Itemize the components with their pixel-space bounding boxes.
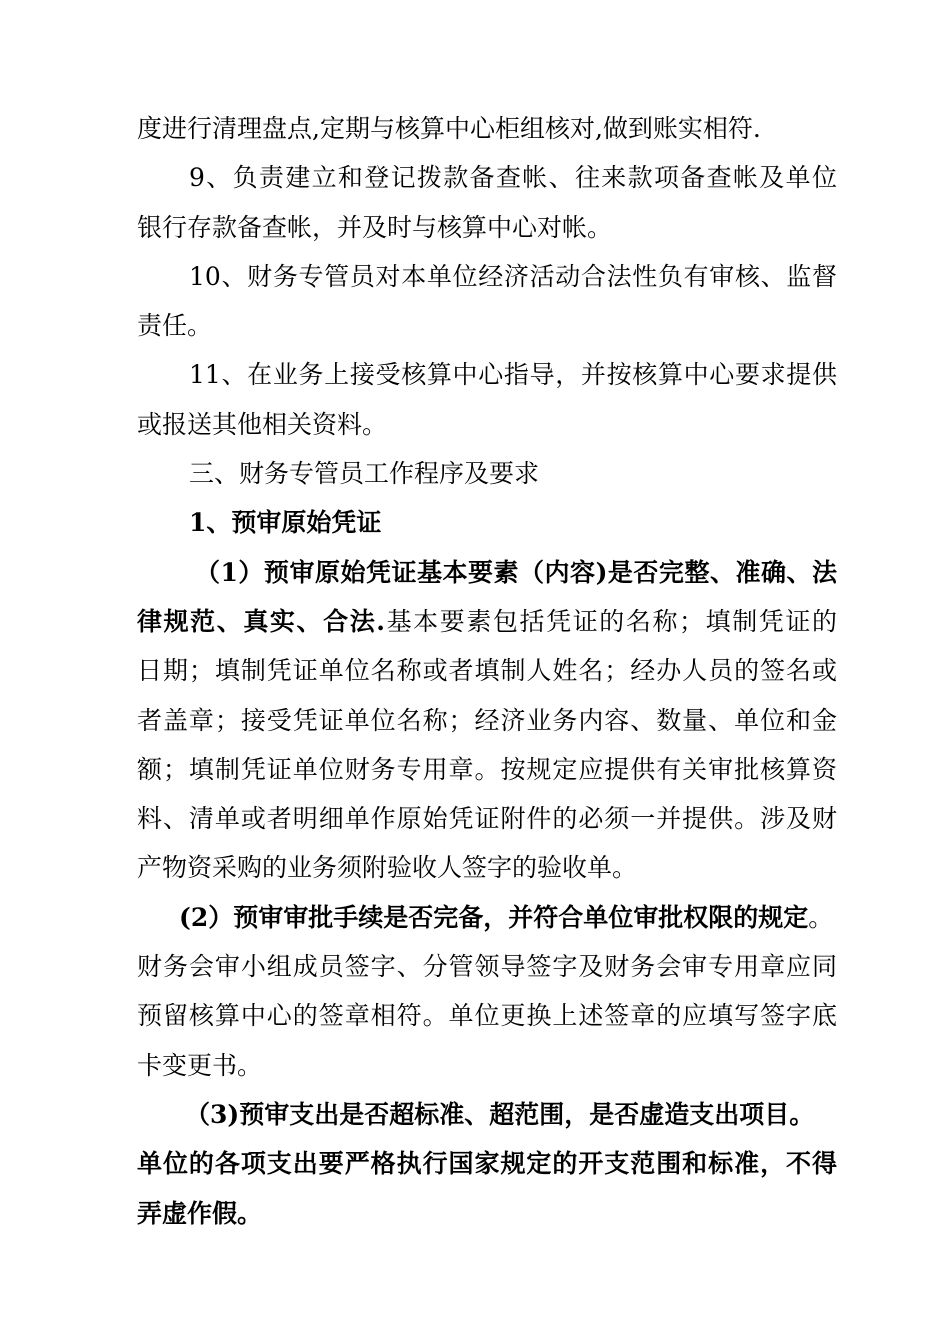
text-line-10: （1）预审原始凭证基本要素（内容)是否完整、准确、法 bbox=[195, 557, 837, 587]
text-line-16: 产物资采购的业务须附验收人签字的验收单。 bbox=[137, 853, 638, 883]
text-line-18: 财务会审小组成员签字、分管领导签字及财务会审专用章应同 bbox=[137, 952, 837, 982]
text-line-17 bbox=[137, 893, 837, 942]
text-line-19: 预留核算中心的签章相符。单位更换上述签章的应填写签字底 bbox=[137, 1001, 837, 1031]
text-line-2: 9、负责建立和登记拨款备查帐、往来款项备查帐及单位 bbox=[189, 163, 837, 193]
document-page bbox=[137, 104, 837, 1238]
text-line-5: 责任。 bbox=[137, 311, 213, 341]
text-line-14: 额；填制凭证单位财务专用章。按规定应提供有关审批核算资 bbox=[137, 754, 837, 784]
text-line-22: 单位的各项支出要严格执行国家规定的开支范围和标准，不得 bbox=[137, 1149, 837, 1179]
bold-phrase: (2）预审审批手续是否完备，并符合单位审批权限的规定 bbox=[179, 902, 809, 932]
section-heading: 三、财务专管员工作程序及要求 bbox=[189, 459, 540, 489]
text-line-6: 11、在业务上接受核算中心指导，并按核算中心要求提供 bbox=[189, 360, 837, 390]
text-line-3: 银行存款备查帐，并及时与核算中心对帐。 bbox=[137, 212, 613, 242]
text-line-4: 10、财务专管员对本单位经济活动合法性负有审核、监督 bbox=[189, 261, 837, 291]
text-line-15: 料、清单或者明细单作原始凭证附件的必须一并提供。涉及财 bbox=[137, 804, 837, 834]
bold-phrase: 律规范、真实、合法. bbox=[137, 606, 385, 636]
text-line-1: 度进行清理盘点,定期与核算中心柜组核对,做到账实相符. bbox=[137, 114, 761, 143]
regular-phrase: 。 bbox=[808, 902, 834, 932]
text-line-21: （3)预审支出是否超标准、超范围，是否虚造支出项目。 bbox=[185, 1099, 815, 1129]
text-line-12: 日期；填制凭证单位名称或者填制人姓名；经办人员的签名或 bbox=[137, 656, 837, 686]
subsection-heading: 1、预审原始凭证 bbox=[189, 508, 382, 538]
regular-phrase: 基本要素包括凭证的名称；填制凭证的 bbox=[385, 606, 837, 636]
text-line-13: 者盖章；接受凭证单位名称；经济业务内容、数量、单位和金 bbox=[137, 705, 837, 735]
text-line-20: 卡变更书。 bbox=[137, 1050, 263, 1080]
text-line-7: 或报送其他相关资料。 bbox=[137, 409, 388, 439]
text-line-23: 弄虚作假。 bbox=[137, 1198, 263, 1228]
text-line-11 bbox=[137, 597, 837, 646]
